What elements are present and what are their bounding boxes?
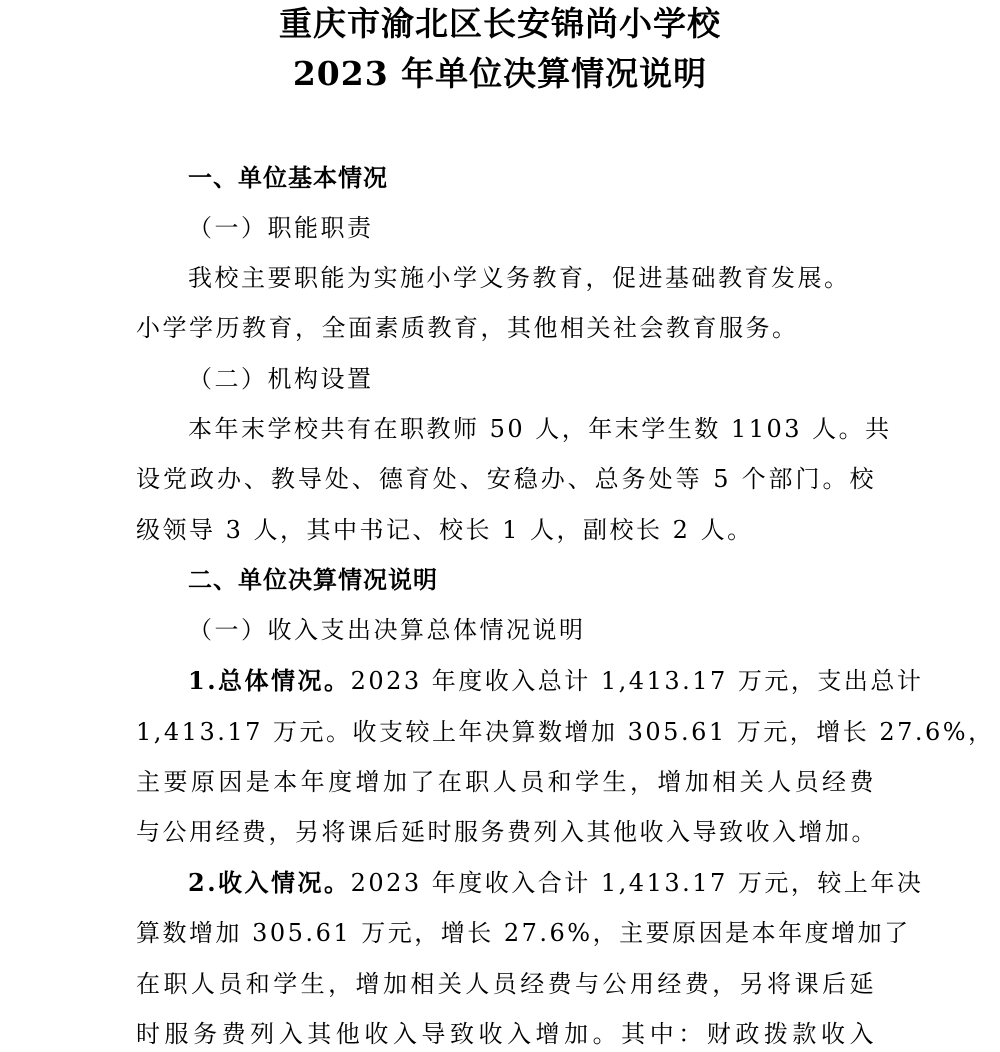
paragraph-line [188,866,924,900]
section-heading: 二、单位决算情况说明 [188,565,438,594]
paragraph-line: 设党政办、教导处、德育处、安稳办、总务处等 5 个部门。校 [136,465,876,493]
document-title-line-1: 重庆市渝北区长安锦尚小学校 [279,4,721,43]
paragraph-lead: 1.总体情况。 [188,666,351,695]
document-title-line-2: 2023 年单位决算情况说明 [292,54,708,93]
paragraph-line [188,664,924,698]
subsection-heading: （二）机构设置 [188,365,374,393]
paragraph-lead: 2.收入情况。 [188,868,351,897]
paragraph-text: 2023 年度收入总计 1,413.17 万元，支出总计 [350,667,924,695]
paragraph-line: 在职人员和学生，增加相关人员经费与公用经费，另将课后延 [136,970,876,998]
paragraph-line: 时服务费列入其他收入导致收入增加。其中：财政拨款收入 [136,1020,876,1048]
paragraph-line: 级领导 3 人，其中书记、校长 1 人，副校长 2 人。 [136,516,754,544]
paragraph-line: 小学学历教育，全面素质教育，其他相关社会教育服务。 [136,314,799,342]
paragraph-line: 我校主要职能为实施小学义务教育，促进基础教育发展。 [188,264,851,292]
paragraph-line: 本年末学校共有在职教师 50 人，年末学生数 1103 人。共 [188,415,892,443]
paragraph-line: 1,413.17 万元。收支较上年决算数增加 305.61 万元，增长 27.6%， [136,718,995,746]
paragraph-line: 主要原因是本年度增加了在职人员和学生，增加相关人员经费 [136,768,876,796]
section-heading: 一、单位基本情况 [188,163,388,192]
paragraph-line: 算数增加 305.61 万元，增长 27.6%，主要原因是本年度增加了 [136,919,911,947]
paragraph-line: 与公用经费，另将课后延时服务费列入其他收入导致收入增加。 [136,818,878,846]
paragraph-text: 2023 年度收入合计 1,413.17 万元，较上年决 [350,869,924,897]
subsection-heading: （一）职能职责 [188,214,374,242]
subsection-heading: （一）收入支出决算总体情况说明 [188,616,586,644]
